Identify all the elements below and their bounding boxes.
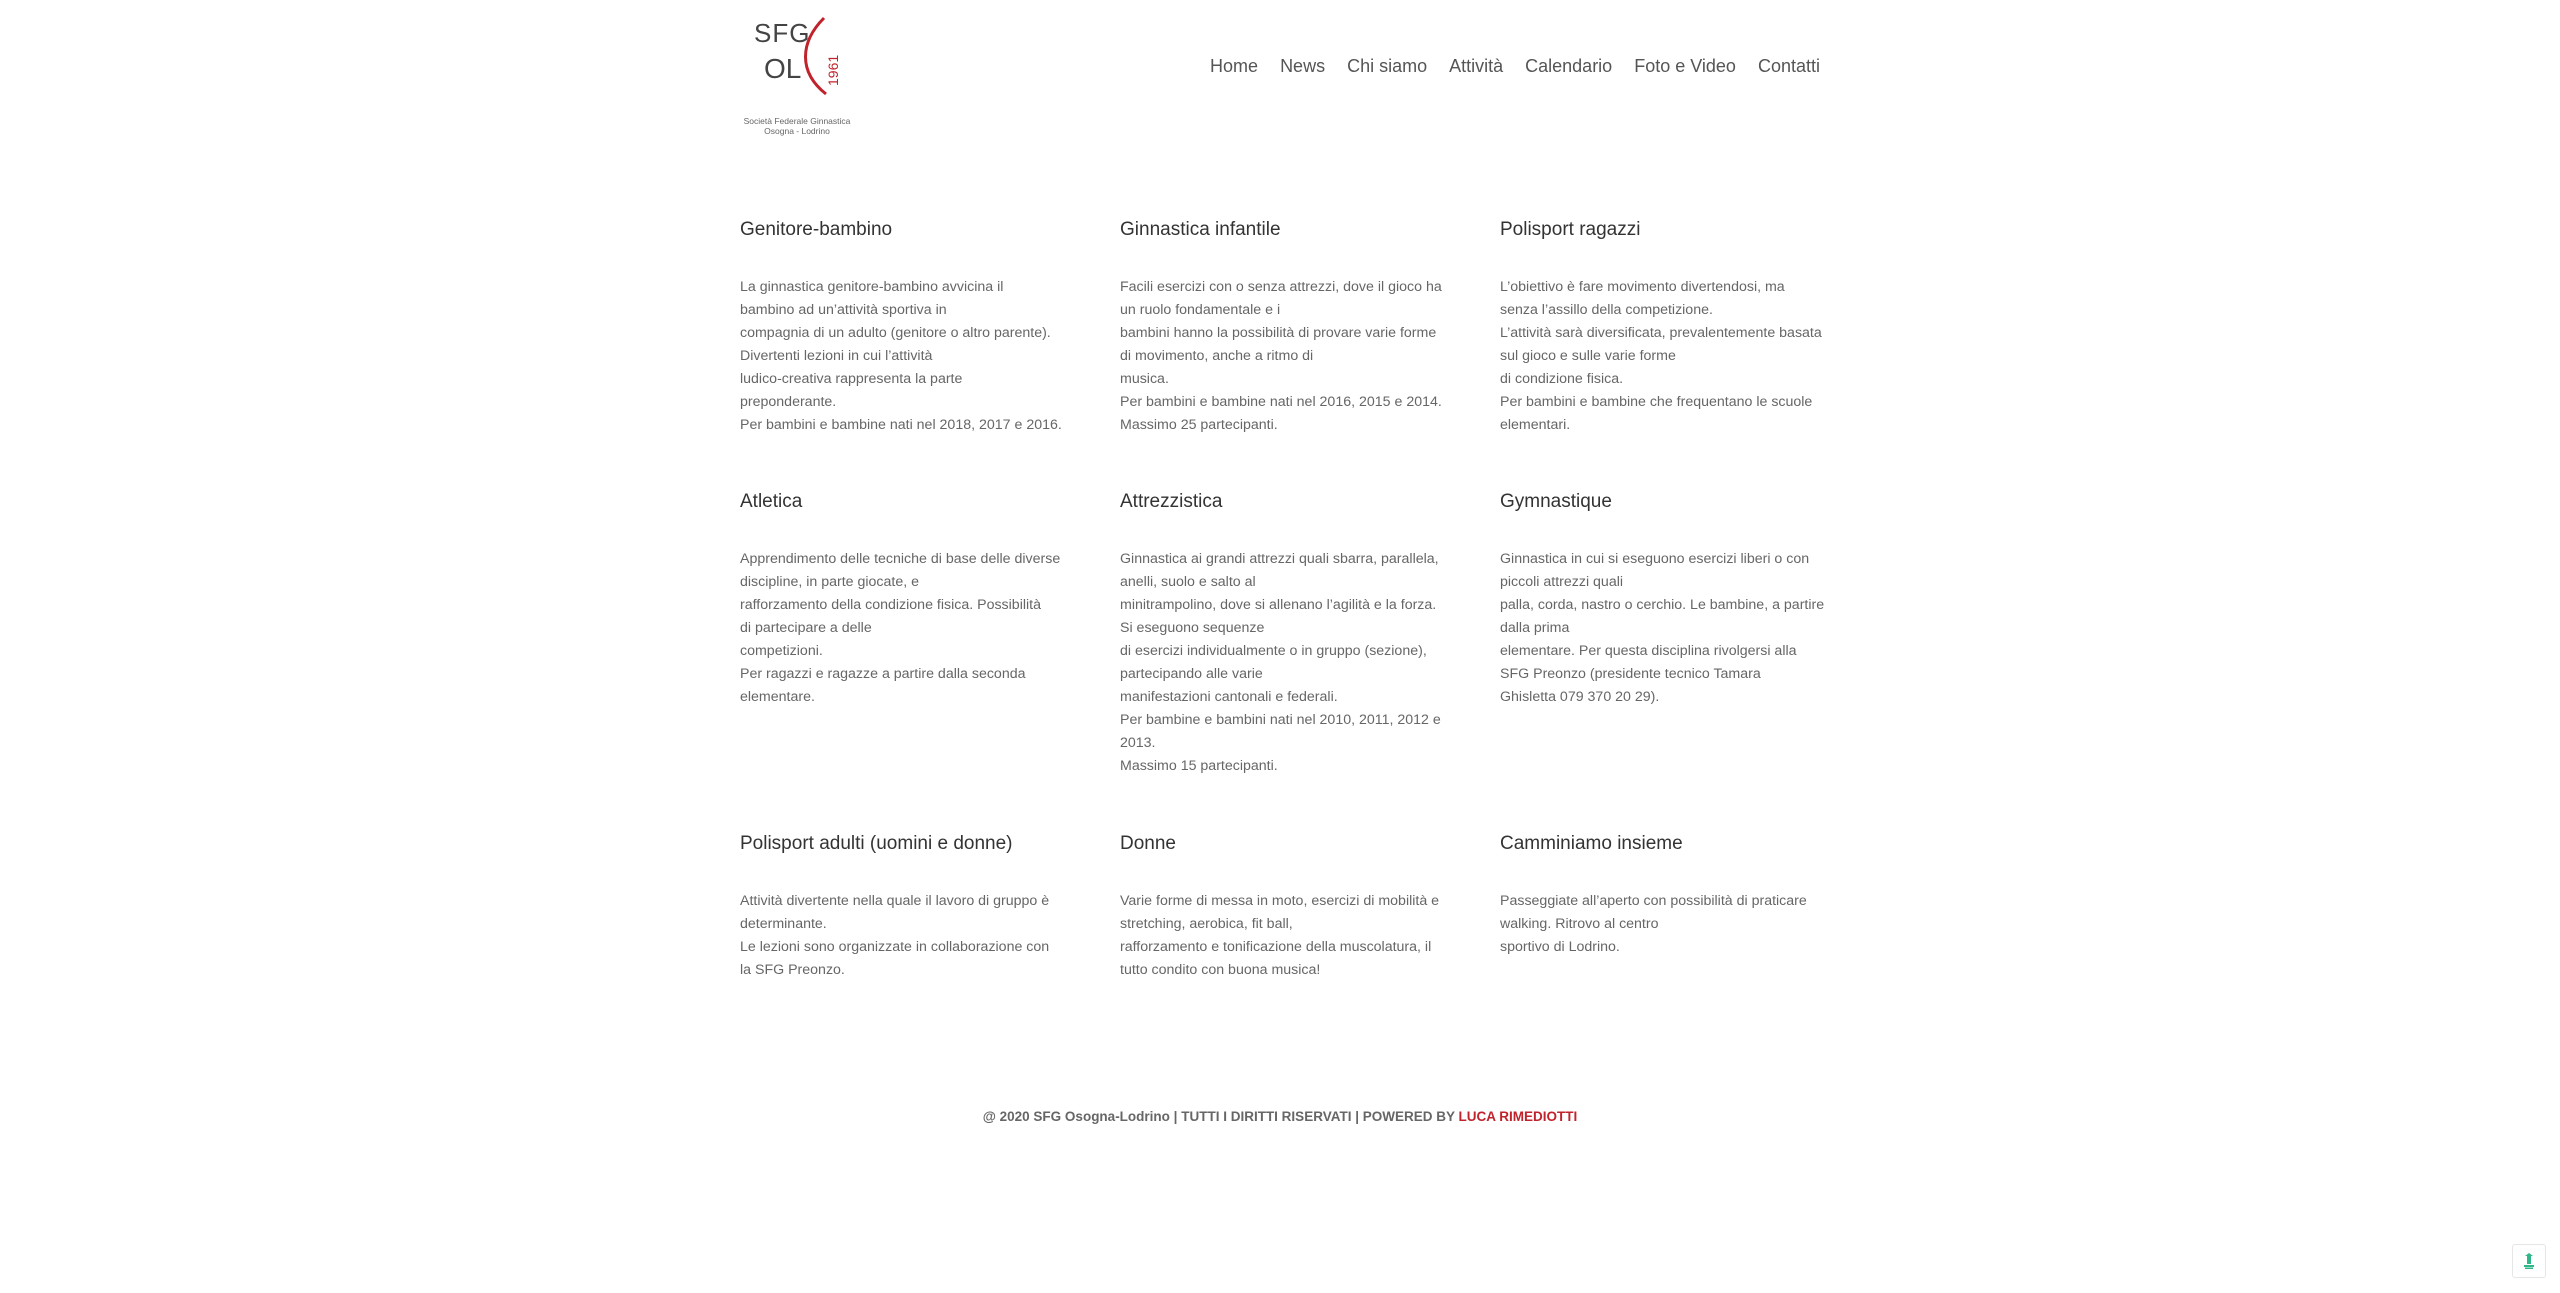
activity-card <box>740 832 1070 982</box>
activity-description-line: Attività divertente nella quale il lavoro di gruppo è <box>740 893 1050 909</box>
nav-item-chi-siamo[interactable]: Chi siamo <box>1347 56 1428 76</box>
activity-description-line: Divertenti lezioni in cui l’attività <box>740 348 933 364</box>
activity-description-line: di partecipare a delle <box>740 620 872 636</box>
activity-description-line: musica. <box>1120 371 1169 387</box>
activity-description-line: partecipando alle varie <box>1120 666 1263 682</box>
activity-description-line: ludico-creativa rappresenta la parte <box>740 371 963 387</box>
logo-mark <box>740 12 852 112</box>
activity-description-line: palla, corda, nastro o cerchio. Le bambine, a partire <box>1500 597 1825 613</box>
activity-description-line: competizioni. <box>740 643 823 659</box>
activity-description-line: elementare. Per questa disciplina rivolgersi alla <box>1500 643 1797 659</box>
activity-description-line: di movimento, anche a ritmo di <box>1120 348 1314 364</box>
activity-description-line: L’obiettivo è fare movimento divertendosi, ma <box>1500 279 1785 295</box>
activity-description <box>740 890 1070 982</box>
activity-card <box>1120 218 1450 437</box>
activity-card <box>740 490 1070 709</box>
activity-description-line: compagnia di un adulto (genitore o altro parente). <box>740 325 1051 341</box>
activity-description-line: Per bambini e bambine che frequentano le scuole <box>1500 394 1813 410</box>
activity-description-line: anelli, suolo e salto al <box>1120 574 1256 590</box>
activity-description-line: elementare. <box>740 689 815 705</box>
nav-item-contatti[interactable]: Contatti <box>1757 56 1820 76</box>
nav-item-news[interactable]: News <box>1280 56 1326 76</box>
activity-description-line: rafforzamento della condizione fisica. Possibilità <box>740 597 1041 613</box>
activity-title: Ginnastica infantile <box>1120 219 1281 240</box>
logo-caption <box>742 116 852 136</box>
activity-card <box>1500 832 1830 959</box>
activity-description-line: Ginnastica ai grandi attrezzi quali sbarra, parallela, <box>1120 551 1439 567</box>
activity-card <box>740 218 1070 437</box>
nav-item-attivita[interactable]: Attività <box>1449 56 1504 76</box>
activity-title: Gymnastique <box>1500 491 1612 512</box>
activity-title: Attrezzistica <box>1120 491 1223 512</box>
nav-item-home[interactable]: Home <box>1210 56 1259 76</box>
activity-description-line: Facili esercizi con o senza attrezzi, dove il gioco ha <box>1120 279 1442 295</box>
activity-description-line: 2013. <box>1120 735 1156 751</box>
activity-description-line: sul gioco e sulle varie forme <box>1500 348 1676 364</box>
activity-title: Atletica <box>740 491 803 512</box>
activity-description-line: senza l’assillo della competizione. <box>1500 302 1713 318</box>
activity-description <box>1120 548 1450 778</box>
site-logo[interactable] <box>740 12 852 136</box>
nav-item-calendario[interactable]: Calendario <box>1525 56 1613 76</box>
activity-description <box>1120 276 1450 437</box>
logo-sfg-text: SFG <box>754 18 811 48</box>
activity-description <box>740 276 1070 437</box>
activity-description-line: determinante. <box>740 916 827 932</box>
activity-description-line: elementari. <box>1500 417 1571 433</box>
activity-description-line: Apprendimento delle tecniche di base delle diverse <box>740 551 1061 567</box>
activity-description-line: rafforzamento e tonificazione della muscolatura, il <box>1120 939 1432 955</box>
activity-description <box>740 548 1070 709</box>
nav-item-foto-video[interactable]: Foto e Video <box>1634 56 1736 76</box>
site-header <box>740 0 1820 140</box>
activity-description-line: Passeggiate all’aperto con possibilità di praticare <box>1500 893 1807 909</box>
activity-description-line: Massimo 25 partecipanti. <box>1120 417 1278 433</box>
activity-title: Genitore-bambino <box>740 219 893 240</box>
activity-description-line: Per ragazzi e ragazze a partire dalla seconda <box>740 666 1026 682</box>
activity-description-line: La ginnastica genitore-bambino avvicina il <box>740 279 1004 295</box>
activity-card <box>1500 490 1830 709</box>
site-footer <box>0 1109 2560 1124</box>
main-nav <box>1188 56 1820 77</box>
activity-description-line: Massimo 15 partecipanti. <box>1120 758 1278 774</box>
activity-description-line: Ghisletta 079 370 20 29). <box>1500 689 1660 705</box>
activity-description-line: bambino ad un’attività sportiva in <box>740 302 947 318</box>
activity-description-line: di esercizi individualmente o in gruppo (sezione), <box>1120 643 1427 659</box>
activity-description-line: Per bambine e bambini nati nel 2010, 2011, 2012 e <box>1120 712 1441 728</box>
activity-description-line: un ruolo fondamentale e i <box>1120 302 1281 318</box>
activity-description-line: manifestazioni cantonali e federali. <box>1120 689 1338 705</box>
activity-description-line: SFG Preonzo (presidente tecnico Tamara <box>1500 666 1761 682</box>
activity-card <box>1120 490 1450 778</box>
footer-copyright: @ 2020 SFG Osogna-Lodrino | TUTTI I DIRITTI RISERVATI | POWERED BY <box>982 1109 1459 1124</box>
activity-description-line: discipline, in parte giocate, e <box>740 574 920 590</box>
activity-description-line: minitrampolino, dove si allenano l’agilità e la forza. <box>1120 597 1437 613</box>
activity-card <box>1500 218 1830 437</box>
activity-title: Polisport adulti (uomini e donne) <box>740 833 1013 854</box>
activity-description-line: walking. Ritrovo al centro <box>1500 916 1659 932</box>
footer-author-link[interactable]: LUCA RIMEDIOTTI <box>1458 1109 1578 1124</box>
activity-description <box>1120 890 1450 982</box>
activity-description-line: dalla prima <box>1500 620 1570 636</box>
activity-description <box>1500 548 1830 709</box>
activity-description-line: stretching, aerobica, fit ball, <box>1120 916 1293 932</box>
activity-description-line: di condizione fisica. <box>1500 371 1624 387</box>
logo-caption-line2: Osogna - Lodrino <box>764 126 830 136</box>
activity-description-line: L’attività sarà diversificata, prevalentemente basata <box>1500 325 1822 341</box>
activity-description-line: piccoli attrezzi quali <box>1500 574 1624 590</box>
activity-description-line: sportivo di Lodrino. <box>1500 939 1620 955</box>
activity-description <box>1500 276 1830 437</box>
cookie-settings-icon <box>2522 1252 2536 1270</box>
logo-ol-text: OL <box>764 53 802 84</box>
activity-title: Donne <box>1120 833 1176 854</box>
activity-description-line: bambini hanno la possibilità di provare varie forme <box>1120 325 1437 341</box>
activity-description-line: Per bambini e bambine nati nel 2018, 2017 e 2016. <box>740 417 1062 433</box>
logo-caption-line1: Società Federale Ginnastica <box>743 116 851 126</box>
activity-description-line: Varie forme di messa in moto, esercizi di mobilità e <box>1120 893 1440 909</box>
activity-title: Polisport ragazzi <box>1500 219 1641 240</box>
activity-description-line: Le lezioni sono organizzate in collaborazione con <box>740 939 1050 955</box>
activity-description-line: preponderante. <box>740 394 837 410</box>
activity-description-line: Per bambini e bambine nati nel 2016, 2015 e 2014. <box>1120 394 1442 410</box>
activity-description-line: Si eseguono sequenze <box>1120 620 1265 636</box>
activity-description-line: tutto condito con buona musica! <box>1120 962 1321 978</box>
activity-description-line: Ginnastica in cui si eseguono esercizi liberi o con <box>1500 551 1810 567</box>
cookie-settings-button[interactable] <box>2512 1244 2546 1278</box>
logo-year-text: 1961 <box>825 54 841 86</box>
activity-description <box>1500 890 1830 959</box>
activity-title: Camminiamo insieme <box>1500 833 1683 854</box>
activity-card <box>1120 832 1450 982</box>
activity-description-line: la SFG Preonzo. <box>740 962 845 978</box>
